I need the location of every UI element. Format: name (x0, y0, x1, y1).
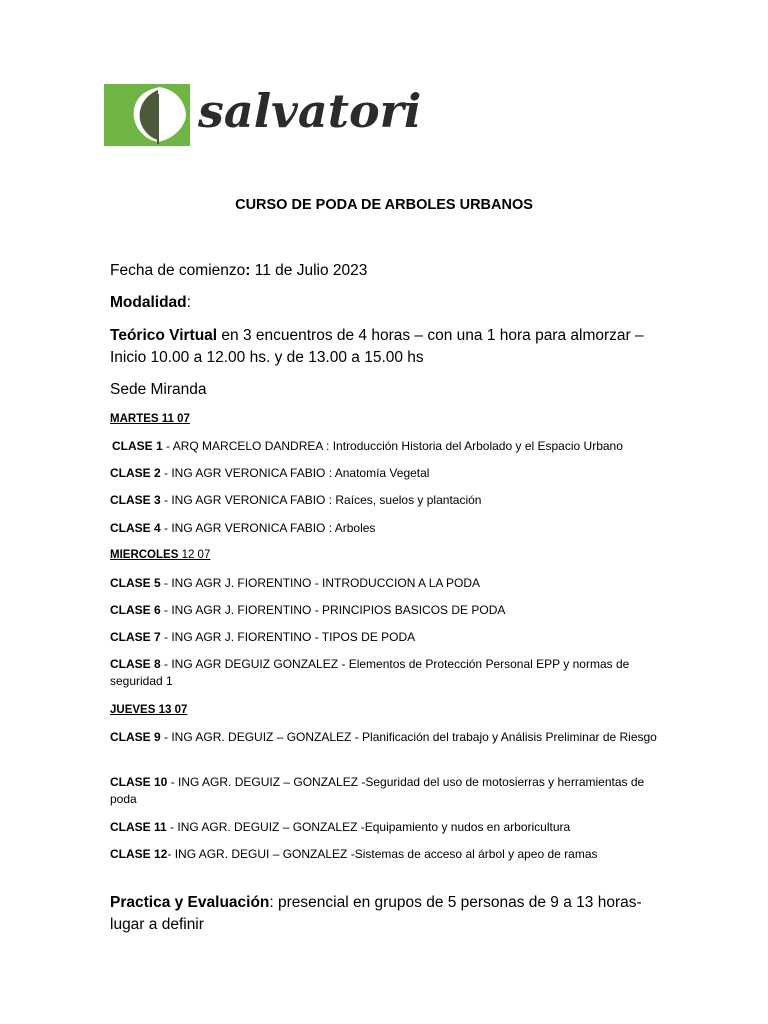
class-text: - ING AGR VERONICA FABIO : Anatomía Vegetal (160, 466, 430, 480)
class-item (110, 656, 670, 690)
class-label: CLASE 6 (110, 603, 161, 617)
start-date-value: 11 de Julio 2023 (250, 262, 368, 279)
class-text: - ING AGR J. FIORENTINO - INTRODUCCION A LA PODA (160, 576, 481, 590)
class-text: - ING AGR DEGUIZ GONZALEZ - Elementos de Protección Personal EPP y normas de seguridad 1 (110, 657, 630, 688)
class-item (110, 520, 670, 537)
class-text: - ING AGR J. FIORENTINO - PRINCIPIOS BASICOS DE PODA (160, 603, 506, 617)
class-item (110, 846, 670, 863)
class-label: CLASE 5 (110, 576, 161, 590)
start-date-label: Fecha de comienzo (110, 262, 246, 279)
venue-line: Sede Miranda (110, 381, 207, 398)
class-item (110, 575, 670, 592)
brand-wordmark: salvatori (198, 84, 422, 138)
day-date: 12 07 (178, 549, 211, 561)
theory-text: en 3 encuentros de 4 horas – con una 1 hora para almorzar – Inicio 10.00 a 12.00 hs. y de 13.00 a 15.00 hs (110, 327, 644, 366)
practice-label: Practica y Evaluación (110, 894, 270, 911)
class-item (110, 492, 670, 509)
class-item (110, 729, 670, 746)
class-item (110, 465, 670, 482)
class-label: CLASE 2 (110, 466, 161, 480)
class-label: CLASE 10 (110, 775, 168, 789)
salvatori-logo (104, 84, 434, 146)
day-label: JUEVES 13 07 (110, 704, 188, 716)
class-item (110, 774, 670, 808)
class-label: CLASE 8 (110, 657, 161, 671)
class-item (110, 819, 670, 836)
modality-label: Modalidad (110, 294, 187, 311)
practice-text: : presencial en grupos de 5 personas de 9 a 13 horas- lugar a definir (110, 894, 642, 933)
practice-paragraph (110, 892, 670, 936)
class-item (110, 602, 670, 619)
class-text: - ING AGR. DEGUIZ – GONZALEZ -Seguridad del uso de motosierras y herramientas de poda (110, 775, 645, 806)
class-label: CLASE 4 (110, 521, 161, 535)
class-label: CLASE 11 (110, 820, 167, 834)
start-date-colon: : (245, 262, 251, 279)
class-label: CLASE 1 (112, 439, 163, 453)
theory-paragraph (110, 325, 670, 369)
class-text: - ING AGR VERONICA FABIO : Raíces, suelos y plantación (160, 493, 482, 507)
modality-line (110, 292, 670, 314)
day-heading-thursday (110, 703, 187, 718)
theory-label: Teórico Virtual (110, 327, 218, 344)
modality-colon: : (186, 294, 191, 311)
class-label: CLASE 12 (110, 847, 168, 861)
class-item (110, 629, 670, 646)
class-text: - ING AGR VERONICA FABIO : Arboles (160, 521, 376, 535)
class-text: - ING AGR. DEGUIZ – GONZALEZ -Equipamiento y nudos en arboricultura (166, 820, 571, 834)
class-label: CLASE 3 (110, 493, 161, 507)
start-date-line (110, 260, 670, 282)
class-label: CLASE 9 (110, 730, 161, 744)
day-heading-tuesday (110, 412, 190, 427)
day-label: MARTES 11 07 (110, 413, 190, 425)
class-label: CLASE 7 (110, 630, 161, 644)
leaf-icon (104, 84, 190, 146)
class-text: - ING AGR. DEGUI – GONZALEZ -Sistemas de acceso al árbol y apeo de ramas (167, 847, 598, 861)
day-heading-wednesday (110, 548, 210, 563)
class-text: - ING AGR J. FIORENTINO - TIPOS DE PODA (160, 630, 416, 644)
day-label: MIERCOLES (110, 549, 179, 561)
class-text: - ARQ MARCELO DANDREA : Introducción Historia del Arbolado y el Espacio Urbano (162, 439, 623, 453)
page-title: CURSO DE PODA DE ARBOLES URBANOS (235, 197, 533, 213)
class-item (112, 438, 672, 455)
class-text: - ING AGR. DEGUIZ – GONZALEZ - Planificación del trabajo y Análisis Preliminar de Riesgo (160, 730, 657, 744)
